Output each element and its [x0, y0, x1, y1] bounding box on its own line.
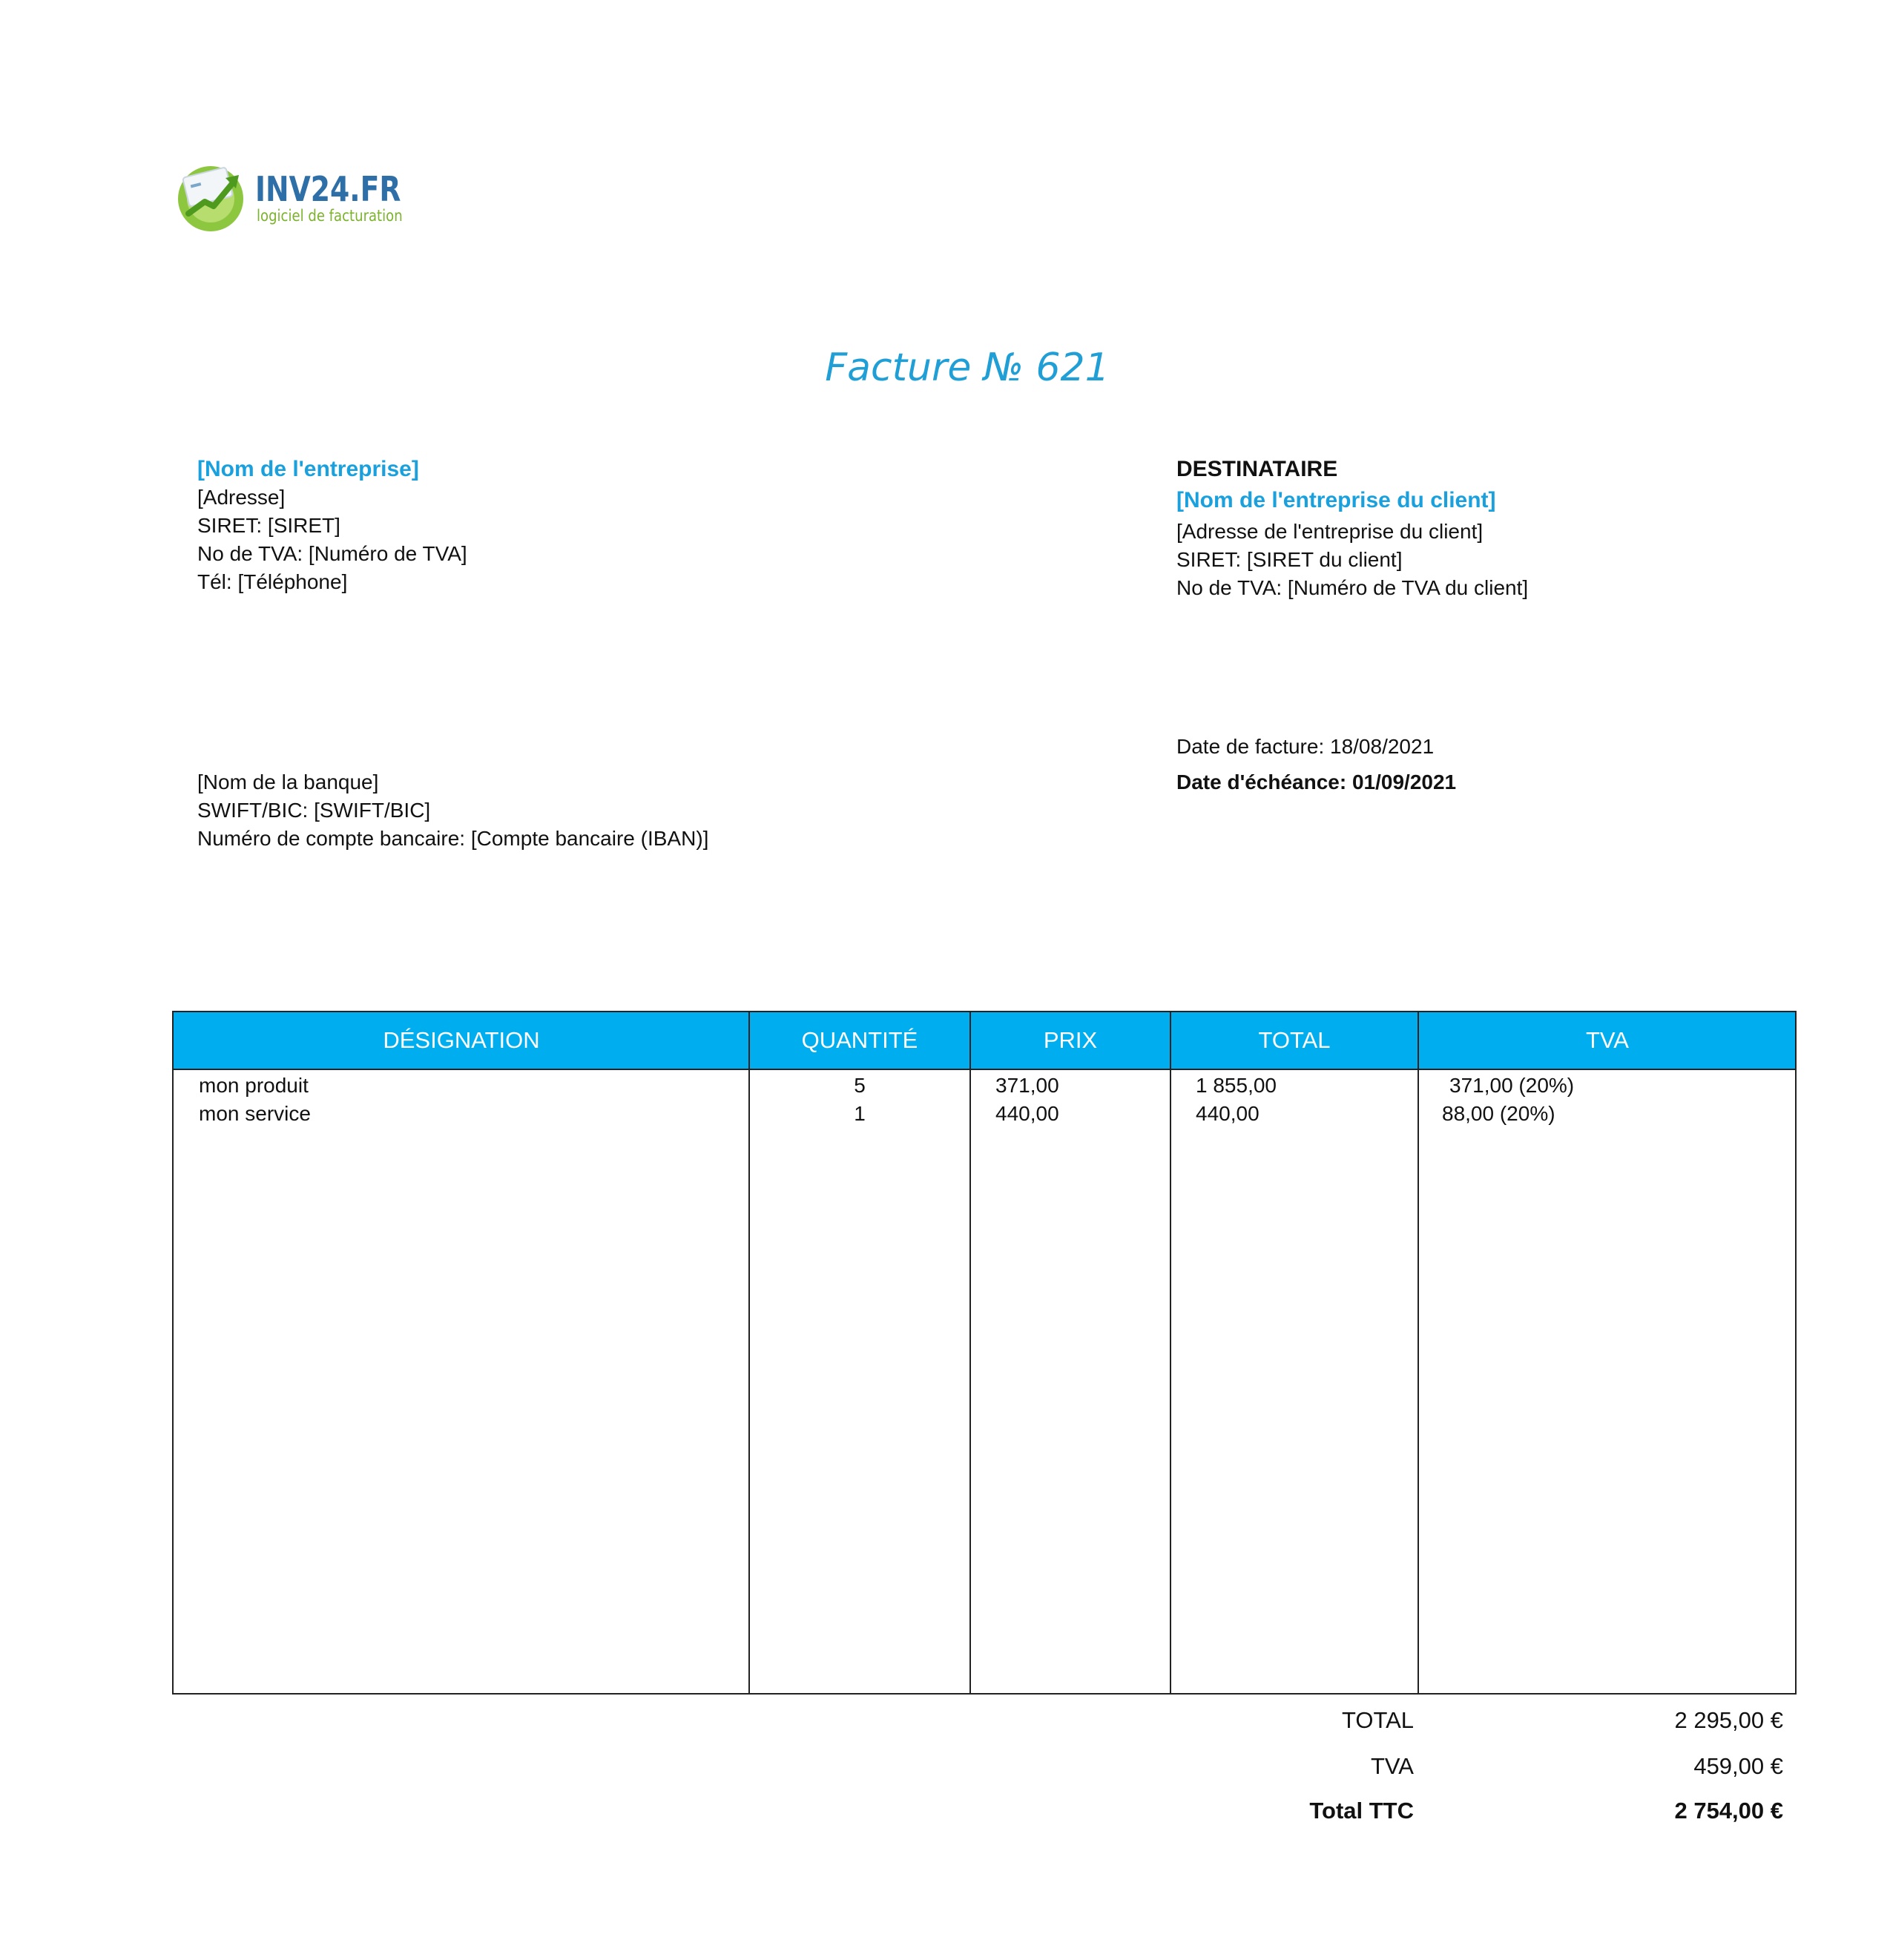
- cell-vat: 88,00 (20%): [1442, 1102, 1555, 1125]
- due-date: Date d'échéance: 01/09/2021: [1176, 771, 1457, 793]
- seller-vat: No de TVA: [Numéro de TVA]: [197, 542, 467, 565]
- header-vat: TVA: [1586, 1027, 1629, 1053]
- header-designation: DÉSIGNATION: [383, 1027, 540, 1053]
- bank-account: Numéro de compte bancaire: [Compte bancaire (IBAN)]: [197, 827, 709, 850]
- cell-quantity: 1: [854, 1102, 866, 1125]
- cell-designation: mon produit: [199, 1074, 309, 1097]
- header-quantity: QUANTITÉ: [801, 1027, 918, 1053]
- vat-total-label: TVA: [1371, 1753, 1414, 1779]
- invoice-date: Date de facture: 18/08/2021: [1176, 735, 1435, 758]
- logo-tagline: logiciel de facturation: [257, 207, 403, 225]
- cell-price: 440,00: [995, 1102, 1059, 1125]
- items-table: [172, 1011, 1797, 1695]
- seller-phone: Tél: [Téléphone]: [197, 570, 348, 593]
- column-divider: [1170, 1012, 1171, 1693]
- company-logo: [172, 159, 409, 233]
- total-ttc-value: 2 754,00 €: [1674, 1798, 1783, 1824]
- table-header: [174, 1012, 1795, 1070]
- cell-vat: 371,00 (20%): [1449, 1074, 1575, 1097]
- vat-total-value: 459,00 €: [1693, 1753, 1783, 1779]
- seller-block: [197, 455, 467, 596]
- header-price: PRIX: [1043, 1027, 1098, 1053]
- cell-price: 371,00: [995, 1074, 1059, 1097]
- total-ttc-label: Total TTC: [1309, 1798, 1414, 1824]
- dates-block: [1176, 733, 1456, 796]
- bank-name: [Nom de la banque]: [197, 771, 379, 793]
- total-label: TOTAL: [1341, 1707, 1414, 1733]
- bank-swift: SWIFT/BIC: [SWIFT/BIC]: [197, 799, 431, 822]
- cell-total: 440,00: [1196, 1102, 1260, 1125]
- total-value: 2 295,00 €: [1674, 1707, 1783, 1733]
- seller-address: [Adresse]: [197, 486, 286, 509]
- client-vat: No de TVA: [Numéro de TVA du client]: [1176, 576, 1529, 599]
- bank-block: [197, 768, 708, 853]
- client-siret: SIRET: [SIRET du client]: [1176, 548, 1403, 571]
- logo-brand-text: INV24.FR: [255, 169, 401, 209]
- header-total: TOTAL: [1258, 1027, 1331, 1053]
- column-divider: [1418, 1012, 1419, 1693]
- cell-designation: mon service: [199, 1102, 311, 1125]
- cell-quantity: 5: [854, 1074, 866, 1097]
- client-address: [Adresse de l'entreprise du client]: [1176, 520, 1484, 543]
- client-block: [1176, 455, 1528, 602]
- cell-total: 1 855,00: [1196, 1074, 1277, 1097]
- client-name: [Nom de l'entreprise du client]: [1176, 488, 1496, 512]
- logo-emblem-icon: [172, 159, 249, 233]
- seller-siret: SIRET: [SIRET]: [197, 514, 340, 537]
- invoice-title: Facture № 621: [825, 346, 1110, 390]
- client-heading: DESTINATAIRE: [1176, 457, 1338, 481]
- seller-name: [Nom de l'entreprise]: [197, 457, 419, 481]
